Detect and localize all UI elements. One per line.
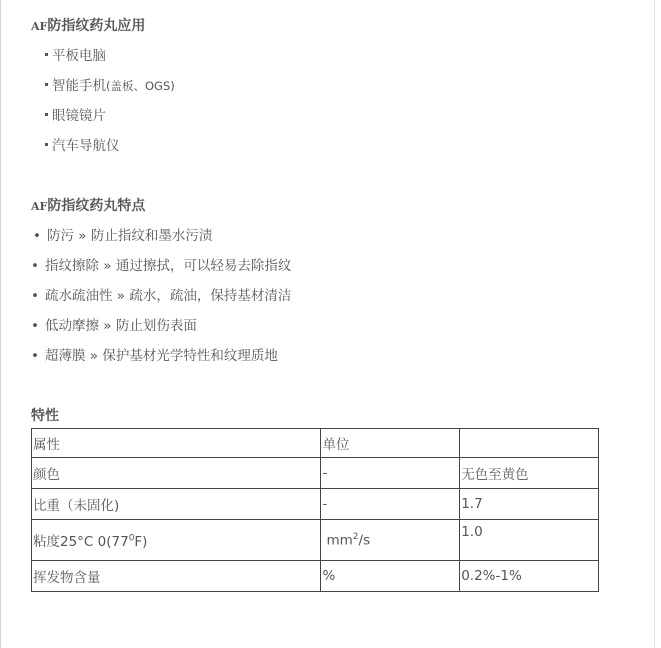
separator: » xyxy=(103,258,112,274)
table-row xyxy=(32,489,599,520)
unit-cell xyxy=(321,520,460,561)
list-item-text: 汽车导航仪 xyxy=(52,138,120,154)
heading-prefix: AF xyxy=(31,200,48,213)
feature-desc: 防止划伤表面 xyxy=(115,318,197,334)
unit-main: mm xyxy=(326,532,353,549)
prop-sup: 0 xyxy=(128,533,135,544)
list-item-text: 平板电脑 xyxy=(52,48,106,64)
list-item xyxy=(45,134,120,154)
value-cell: 1.0 xyxy=(460,520,599,561)
prop-cell: 比重（未固化) xyxy=(32,489,321,520)
feature-name: 指纹擦除 xyxy=(44,258,99,274)
unit-cell: - xyxy=(321,458,460,489)
bullet-dot-icon: • xyxy=(31,288,39,304)
bullet-dot-icon: • xyxy=(31,318,39,334)
bullet-square-icon xyxy=(45,53,48,56)
bullet-square-icon xyxy=(45,83,48,86)
separator: » xyxy=(103,318,112,334)
heading-title: 特性 xyxy=(31,408,59,424)
header-cell xyxy=(460,429,599,458)
unit-cell: - xyxy=(321,489,460,520)
list-item xyxy=(45,104,106,124)
feature-name: 防污 xyxy=(46,228,74,244)
list-item xyxy=(45,44,106,64)
left-border xyxy=(0,0,1,648)
bullet-square-icon xyxy=(45,143,48,146)
header-cell: 属性 xyxy=(32,429,321,458)
heading-title: 防指纹药丸特点 xyxy=(47,198,146,214)
feature-name: 疏水疏油性 xyxy=(44,288,113,304)
feature-item xyxy=(31,314,197,334)
feature-item xyxy=(33,224,212,244)
prop-end: F) xyxy=(134,534,148,550)
bullet-dot-icon: • xyxy=(31,348,39,364)
feature-name: 超薄膜 xyxy=(44,348,86,364)
unit-sup: 2 xyxy=(352,531,359,542)
table-row xyxy=(32,458,599,489)
section-heading-applications xyxy=(31,15,145,35)
separator: » xyxy=(116,288,126,304)
feature-item xyxy=(31,344,278,364)
feature-item xyxy=(31,254,291,274)
prop-main: 粘度25°C 0(77 xyxy=(33,534,129,550)
unit-cell: % xyxy=(321,561,460,592)
heading-prefix: AF xyxy=(31,20,48,33)
table-row xyxy=(32,520,599,561)
bullet-dot-icon: • xyxy=(33,228,41,244)
feature-name: 低动摩擦 xyxy=(44,318,99,334)
bullet-square-icon xyxy=(45,113,48,116)
section-heading-properties xyxy=(31,405,59,425)
section-heading-features xyxy=(31,195,145,215)
unit-end: /s xyxy=(358,532,371,549)
header-cell: 单位 xyxy=(321,429,460,458)
list-item-text: 智能手机 xyxy=(52,78,106,94)
value-cell: 0.2%-1% xyxy=(460,561,599,592)
prop-cell: 颜色 xyxy=(32,458,321,489)
prop-cell xyxy=(32,520,321,561)
feature-desc: 保护基材光学特性和纹理质地 xyxy=(102,348,278,364)
feature-desc: 防止指纹和墨水污渍 xyxy=(90,228,213,244)
feature-desc: 疏水，疏油，保持基材清洁 xyxy=(129,288,292,304)
prop-cell: 挥发物含量 xyxy=(32,561,321,592)
separator: » xyxy=(78,228,87,244)
table-header-row xyxy=(32,429,599,458)
value-cell: 1.7 xyxy=(460,489,599,520)
right-border xyxy=(654,0,655,648)
heading-title: 防指纹药丸应用 xyxy=(47,18,146,34)
bullet-dot-icon: • xyxy=(31,258,39,274)
list-item xyxy=(45,74,175,94)
feature-desc: 通过擦拭，可以轻易去除指纹 xyxy=(115,258,292,274)
separator: » xyxy=(89,348,99,364)
table-row xyxy=(32,561,599,592)
list-item-text: 眼镜镜片 xyxy=(52,108,106,124)
list-item-note: (盖板、OGS) xyxy=(106,79,175,93)
properties-table xyxy=(31,428,599,592)
feature-item xyxy=(31,284,291,304)
value-cell: 无色至黄色 xyxy=(460,458,599,489)
